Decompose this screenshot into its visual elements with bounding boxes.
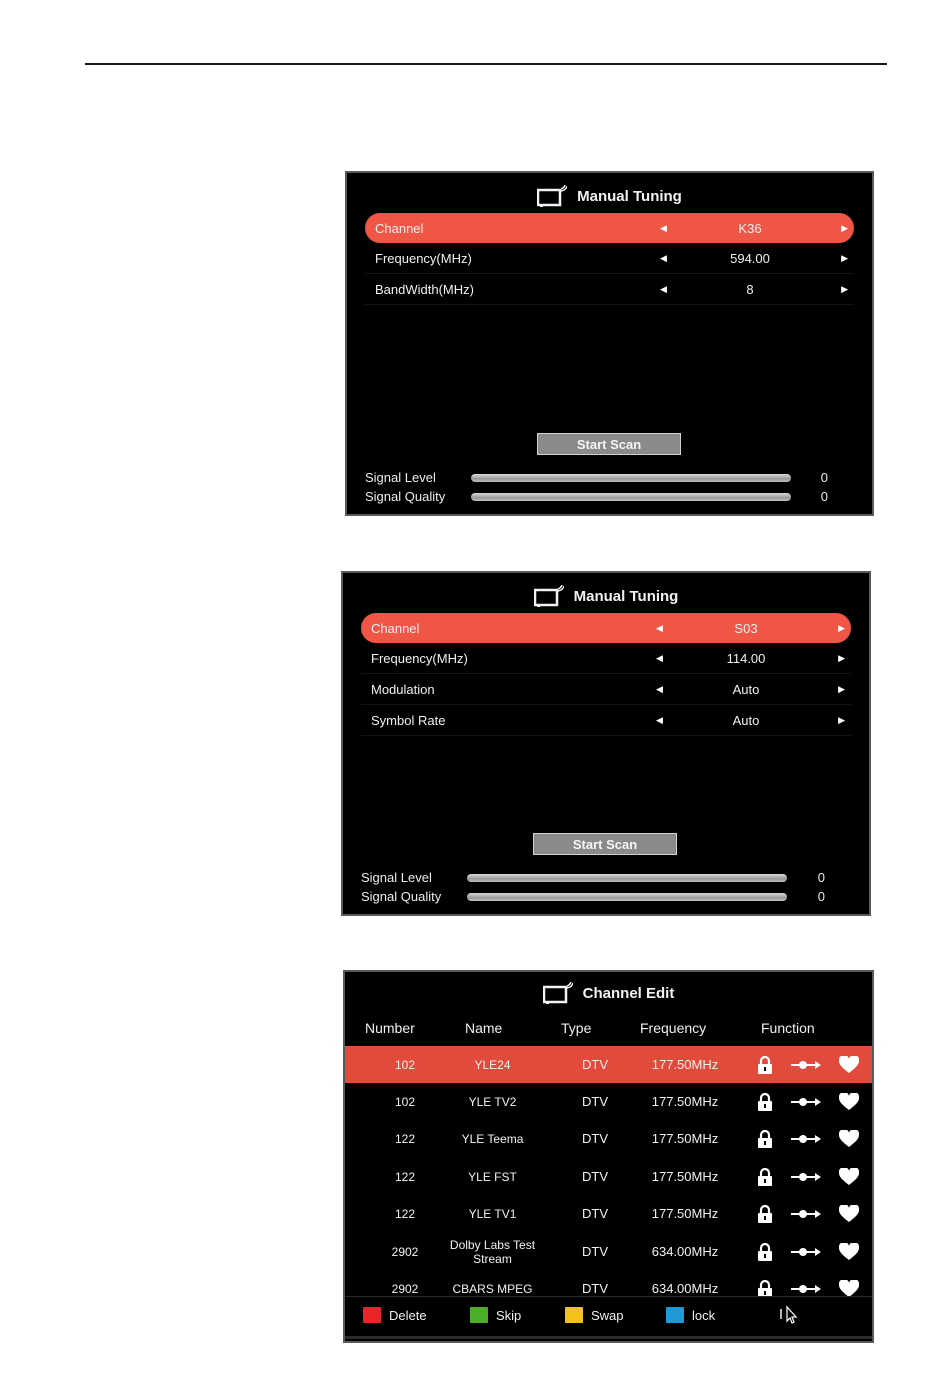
channel-type: DTV [582, 1243, 608, 1259]
row-value: 114.00 [726, 650, 766, 666]
arrow-left-icon[interactable]: ◀ [656, 683, 663, 694]
function-icons [757, 1121, 859, 1158]
channel-name: Dolby Labs Test Stream [449, 1237, 536, 1266]
table-row[interactable] [345, 1121, 872, 1158]
manual-tuning-panel-dvbt [345, 171, 874, 516]
arrow-right-icon[interactable]: ▶ [841, 283, 848, 294]
table-row[interactable] [345, 1046, 872, 1083]
channel-list[interactable] [345, 1046, 872, 1296]
signal-level-row [365, 469, 854, 487]
channel-type: DTV [582, 1168, 608, 1184]
signal-level-value: 0 [820, 470, 828, 485]
lock-icon[interactable] [757, 1204, 773, 1224]
channel-name: YLE24 [474, 1057, 511, 1072]
signal-quality-bar [467, 893, 787, 901]
row-value: S03 [734, 620, 758, 636]
row-label: Symbol Rate [371, 712, 446, 728]
panel-title-bar [345, 980, 872, 1006]
channel-type: DTV [582, 1131, 608, 1147]
page-top-rule [85, 63, 887, 65]
header-frequency: Frequency [640, 1020, 707, 1036]
table-row[interactable] [345, 1233, 872, 1270]
move-icon[interactable] [791, 1208, 821, 1220]
lock-label: lock [692, 1307, 716, 1323]
signal-level-label: Signal Level [361, 870, 432, 885]
lock-icon[interactable] [757, 1055, 773, 1075]
function-icons [757, 1046, 859, 1083]
channel-frequency: 634.00MHz [651, 1243, 719, 1259]
channel-frequency: 634.00MHz [651, 1281, 719, 1296]
row-bandwidth[interactable] [365, 274, 854, 305]
signal-level-row [361, 869, 851, 887]
move-icon[interactable] [791, 1059, 821, 1071]
arrow-right-icon[interactable]: ▶ [838, 714, 845, 725]
red-key-icon [363, 1307, 381, 1323]
channel-number: 122 [394, 1207, 416, 1222]
favorite-heart-icon[interactable] [839, 1130, 859, 1148]
arrow-right-icon[interactable]: ▶ [841, 252, 848, 263]
row-label: Channel [375, 220, 424, 236]
swap-label: Swap [591, 1307, 624, 1323]
header-type: Type [561, 1020, 592, 1036]
favorite-heart-icon[interactable] [839, 1168, 859, 1186]
signal-quality-bar [471, 493, 791, 501]
arrow-right-icon[interactable]: ▶ [841, 222, 848, 233]
signal-quality-value: 0 [820, 489, 828, 504]
panel-title: Manual Tuning [573, 587, 679, 605]
swap-key[interactable] [565, 1307, 624, 1323]
row-label: Channel [371, 620, 420, 636]
header-function: Function [761, 1020, 815, 1036]
row-value: Auto [732, 681, 760, 697]
function-icons [757, 1233, 859, 1270]
move-icon[interactable] [791, 1133, 821, 1145]
skip-key[interactable] [470, 1307, 521, 1323]
arrow-left-icon[interactable]: ◀ [656, 714, 663, 725]
start-scan-button[interactable]: Start Scan [533, 833, 677, 855]
arrow-left-icon[interactable]: ◀ [660, 252, 667, 263]
header-number: Number [365, 1020, 415, 1036]
row-channel[interactable] [365, 213, 854, 243]
table-row[interactable] [345, 1196, 872, 1233]
channel-frequency: 177.50MHz [651, 1168, 719, 1184]
row-label: Frequency(MHz) [375, 250, 472, 266]
channel-number: 122 [394, 1132, 416, 1147]
function-icons [757, 1196, 859, 1233]
function-icons [757, 1270, 859, 1296]
panel-title: Manual Tuning [577, 187, 682, 205]
arrow-right-icon[interactable]: ▶ [838, 652, 845, 663]
panel-bottom-bar [345, 1336, 872, 1339]
header-name: Name [465, 1020, 503, 1036]
channel-type: DTV [582, 1094, 608, 1110]
signal-quality-row [361, 888, 851, 906]
arrow-right-icon[interactable]: ▶ [838, 683, 845, 694]
lock-key[interactable] [666, 1307, 715, 1323]
channel-frequency: 177.50MHz [651, 1131, 719, 1147]
signal-quality-label: Signal Quality [365, 489, 446, 504]
arrow-left-icon[interactable]: ◀ [660, 283, 667, 294]
channel-frequency: 177.50MHz [651, 1056, 719, 1072]
row-value: K36 [738, 220, 762, 236]
channel-name: YLE TV2 [468, 1095, 517, 1110]
arrow-right-icon[interactable]: ▶ [838, 622, 845, 633]
tv-antenna-icon [534, 585, 564, 607]
function-icons [757, 1158, 859, 1195]
channel-number: 2902 [391, 1282, 419, 1296]
favorite-heart-icon[interactable] [839, 1056, 859, 1074]
row-value: Auto [732, 712, 760, 728]
signal-level-label: Signal Level [365, 470, 436, 485]
tv-antenna-icon [537, 185, 567, 207]
signal-quality-row [365, 488, 854, 506]
channel-type: DTV [582, 1206, 608, 1222]
color-key-legend [345, 1296, 872, 1333]
favorite-heart-icon[interactable] [839, 1093, 859, 1111]
green-key-icon [470, 1307, 488, 1323]
signal-quality-value: 0 [817, 889, 825, 904]
arrow-left-icon[interactable]: ◀ [656, 622, 663, 633]
favorite-heart-icon[interactable] [839, 1243, 859, 1261]
row-value: 8 [746, 281, 754, 297]
function-icons [757, 1083, 859, 1120]
panel-title-bar [343, 583, 869, 609]
channel-name: YLE TV1 [468, 1207, 517, 1222]
table-row[interactable] [345, 1270, 872, 1296]
row-symbol-rate[interactable] [361, 705, 851, 736]
signal-quality-label: Signal Quality [361, 889, 442, 904]
channel-edit-panel [343, 970, 874, 1343]
cursor-pointer-icon [779, 1305, 801, 1325]
table-row[interactable] [345, 1158, 872, 1195]
arrow-left-icon[interactable]: ◀ [660, 222, 667, 233]
row-frequency[interactable] [361, 643, 851, 674]
move-icon[interactable] [791, 1096, 821, 1108]
tv-antenna-icon [543, 982, 573, 1004]
tuning-rows [361, 613, 851, 736]
move-icon[interactable] [791, 1283, 821, 1295]
skip-label: Skip [496, 1307, 522, 1323]
signal-level-bar [471, 474, 791, 482]
row-frequency[interactable] [365, 243, 854, 274]
signal-level-value: 0 [817, 870, 825, 885]
lock-icon[interactable] [757, 1242, 773, 1262]
delete-key[interactable] [363, 1307, 427, 1323]
favorite-heart-icon[interactable] [839, 1205, 859, 1223]
table-header [345, 1012, 872, 1042]
lock-icon[interactable] [757, 1092, 773, 1112]
row-label: BandWidth(MHz) [375, 281, 474, 297]
lock-icon[interactable] [757, 1167, 773, 1187]
manual-tuning-panel-dvbc [341, 571, 871, 916]
move-icon[interactable] [791, 1246, 821, 1258]
yellow-key-icon [565, 1307, 583, 1323]
row-channel[interactable] [361, 613, 851, 643]
start-scan-button[interactable]: Start Scan [537, 433, 681, 455]
row-value: 594.00 [730, 250, 770, 266]
arrow-left-icon[interactable]: ◀ [656, 652, 663, 663]
channel-name: CBARS MPEG [452, 1282, 533, 1296]
move-icon[interactable] [791, 1171, 821, 1183]
channel-name: YLE FST [468, 1169, 517, 1184]
channel-number: 102 [394, 1095, 416, 1110]
favorite-heart-icon[interactable] [839, 1280, 859, 1296]
channel-number: 102 [394, 1057, 416, 1072]
blue-key-icon [666, 1307, 684, 1323]
row-modulation[interactable] [361, 674, 851, 705]
panel-title-bar [347, 183, 872, 209]
table-row[interactable] [345, 1083, 872, 1120]
panel-title: Channel Edit [582, 984, 675, 1002]
channel-type: DTV [582, 1281, 608, 1296]
channel-number: 2902 [391, 1244, 419, 1259]
row-label: Frequency(MHz) [371, 650, 468, 666]
row-label: Modulation [371, 681, 435, 697]
lock-icon[interactable] [757, 1129, 773, 1149]
delete-label: Delete [389, 1307, 427, 1323]
channel-frequency: 177.50MHz [651, 1094, 719, 1110]
channel-name: YLE Teema [461, 1132, 524, 1147]
lock-icon[interactable] [757, 1279, 773, 1296]
channel-number: 122 [394, 1169, 416, 1184]
tuning-rows [365, 213, 854, 305]
channel-frequency: 177.50MHz [651, 1206, 719, 1222]
signal-level-bar [467, 874, 787, 882]
channel-type: DTV [582, 1056, 608, 1072]
